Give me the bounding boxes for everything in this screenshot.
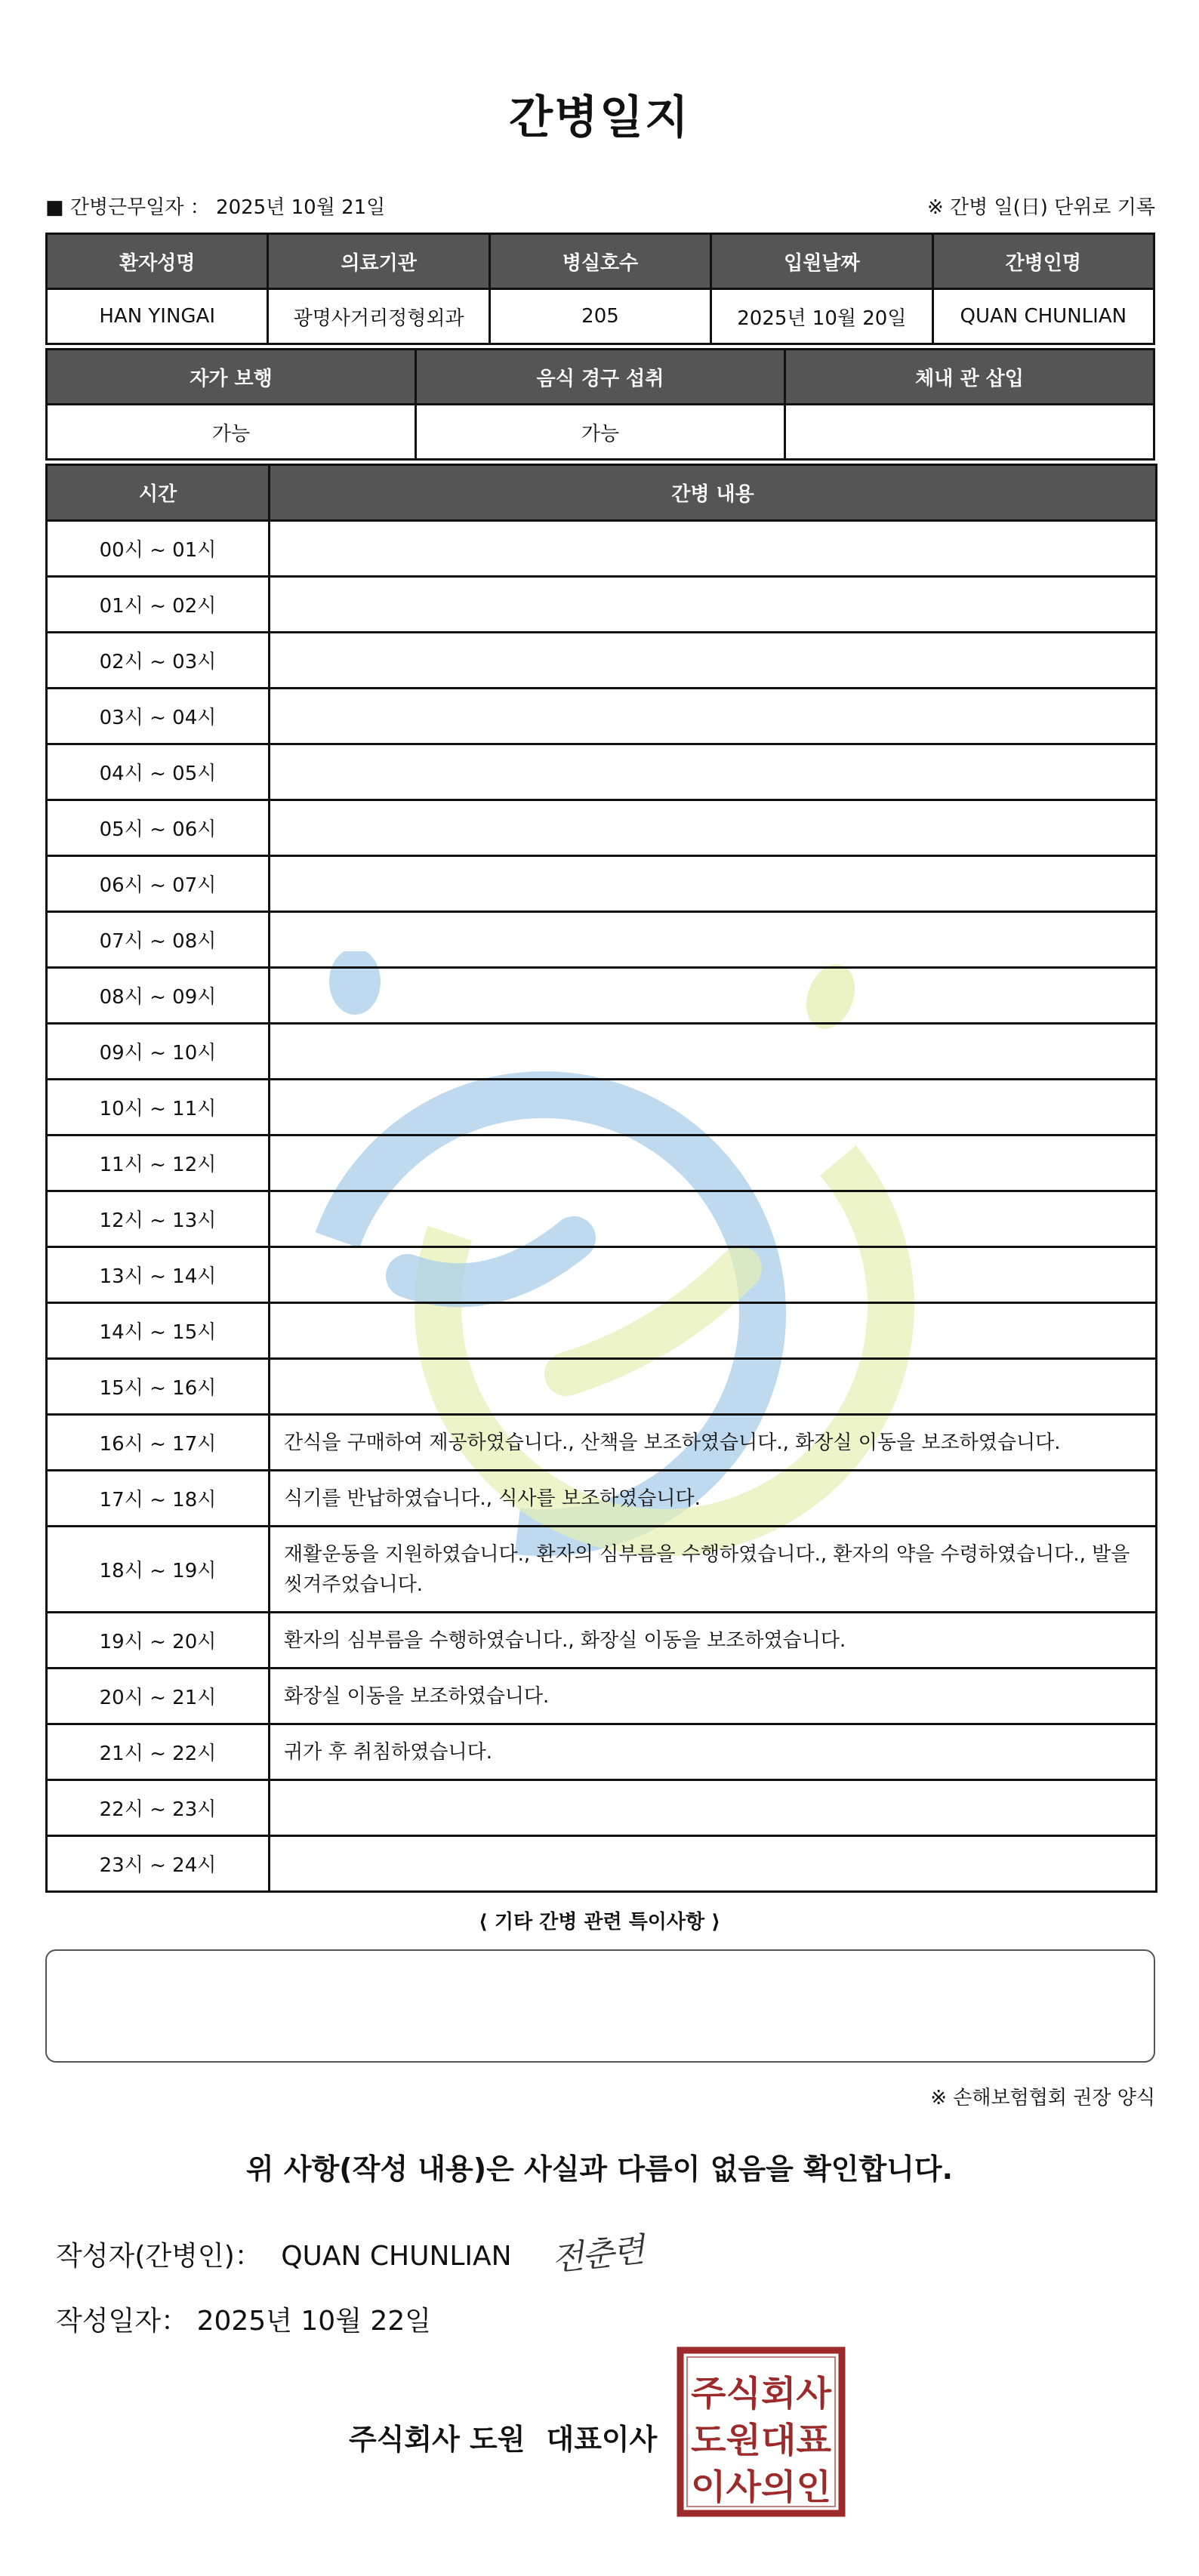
content-cell: 환자의 심부름을 수행하였습니다., 화장실 이동을 보조하였습니다. [270, 1613, 1157, 1669]
company-seal-stamp [677, 2346, 846, 2517]
time-cell: 04시 ~ 05시 [47, 744, 270, 800]
time-cell: 16시 ~ 17시 [47, 1415, 270, 1471]
table-row [47, 744, 1157, 800]
patient-name: HAN YINGAI [47, 289, 268, 344]
table-row [47, 1080, 1157, 1135]
table-row [47, 633, 1157, 689]
time-cell: 21시 ~ 22시 [47, 1724, 270, 1780]
content-cell [270, 968, 1157, 1024]
table-row [47, 1669, 1157, 1724]
confirmation-text: 위 사항(작성 내용)은 사실과 다름이 없음을 확인합니다. [245, 2152, 954, 2186]
written-date-label: 작성일자： [56, 2306, 189, 2337]
time-cell: 10시 ~ 11시 [47, 1080, 270, 1135]
header-time: 시간 [47, 465, 270, 521]
unit-note: ※ 간병 일(日) 단위로 기록 [926, 196, 1155, 219]
time-cell: 08시 ~ 09시 [47, 968, 270, 1024]
meta-row [45, 189, 1155, 222]
notes-title: ⟨ 기타 간병 관련 특이사항 ⟩ [478, 1911, 721, 1934]
writer-name: QUAN CHUNLIAN [281, 2241, 512, 2272]
content-cell [270, 1247, 1157, 1303]
time-cell: 05시 ~ 06시 [47, 800, 270, 856]
admission-date: 2025년 10월 20일 [711, 289, 932, 344]
oral-intake-value: 가능 [416, 405, 785, 460]
header-walking: 자가 보행 [47, 350, 416, 405]
hospital-name: 광명사거리정형외과 [268, 289, 489, 344]
header-tube: 체내 관 삽입 [785, 350, 1154, 405]
patient-info-table [45, 233, 1155, 345]
written-date-value: 2025년 10월 22일 [196, 2306, 432, 2337]
table-row [47, 1527, 1157, 1613]
content-cell [270, 1024, 1157, 1080]
header-oral-intake: 음식 경구 섭취 [416, 350, 785, 405]
content-cell [270, 1135, 1157, 1191]
time-cell: 09시 ~ 10시 [47, 1024, 270, 1080]
work-date: ■ 간병근무일자 ： 2025년 10월 21일 [45, 196, 386, 219]
header-caregiver: 간병인명 [932, 234, 1154, 289]
content-cell [270, 1080, 1157, 1135]
time-cell: 22시 ~ 23시 [47, 1780, 270, 1836]
content-cell: 화장실 이동을 보조하였습니다. [270, 1669, 1157, 1724]
content-cell [270, 1836, 1157, 1892]
content-cell [270, 689, 1157, 744]
handwritten-signature: 전춘련 [550, 2230, 646, 2279]
svg-text:도원대표: 도원대표 [691, 2420, 832, 2460]
time-cell: 12시 ~ 13시 [47, 1191, 270, 1247]
header-patient-name: 환자성명 [47, 234, 268, 289]
table-row [47, 1024, 1157, 1080]
table-row [47, 689, 1157, 744]
time-cell: 11시 ~ 12시 [47, 1135, 270, 1191]
company-line [349, 2416, 657, 2457]
table-row [47, 1836, 1157, 1892]
content-cell [270, 1359, 1157, 1415]
time-cell: 13시 ~ 14시 [47, 1247, 270, 1303]
time-cell: 15시 ~ 16시 [47, 1359, 270, 1415]
table-row [47, 1135, 1157, 1191]
time-cell: 00시 ~ 01시 [47, 521, 270, 577]
svg-text:주식회사: 주식회사 [691, 2373, 832, 2414]
content-cell: 식기를 반납하였습니다., 식사를 보조하였습니다. [270, 1471, 1157, 1527]
table-row [47, 1724, 1157, 1780]
table-row [47, 912, 1157, 968]
table-row [47, 1613, 1157, 1669]
time-cell: 17시 ~ 18시 [47, 1471, 270, 1527]
recommend-note: ※ 손해보험협회 권장 양식 [930, 2087, 1155, 2109]
time-cell: 07시 ~ 08시 [47, 912, 270, 968]
time-cell: 19시 ~ 20시 [47, 1613, 270, 1669]
patient-status-table [45, 348, 1155, 461]
care-log-table [45, 464, 1157, 1893]
header-hospital: 의료기관 [268, 234, 489, 289]
table-row [47, 1415, 1157, 1471]
content-cell: 재활운동을 지원하였습니다., 환자의 심부름을 수행하였습니다., 환자의 약을 수령하였습니다., 발을 씻겨주었습니다. [270, 1527, 1157, 1613]
header-room: 병실호수 [489, 234, 710, 289]
time-cell: 06시 ~ 07시 [47, 856, 270, 912]
content-cell [270, 1303, 1157, 1359]
notes-box [45, 1949, 1155, 2063]
time-cell: 02시 ~ 03시 [47, 633, 270, 689]
header-care-content: 간병 내용 [270, 465, 1157, 521]
company-title: 대표이사 [546, 2423, 658, 2456]
time-cell: 03시 ~ 04시 [47, 689, 270, 744]
room-number: 205 [489, 289, 710, 344]
content-cell [270, 800, 1157, 856]
table-row [47, 800, 1157, 856]
table-row [47, 1780, 1157, 1836]
content-cell [270, 521, 1157, 577]
table-row [47, 1303, 1157, 1359]
writer-line [56, 2235, 522, 2273]
content-cell: 귀가 후 취침하였습니다. [270, 1724, 1157, 1780]
caregiver-name: QUAN CHUNLIAN [932, 289, 1154, 344]
time-cell: 01시 ~ 02시 [47, 577, 270, 633]
writer-label: 작성자(간병인)： [56, 2241, 262, 2272]
content-cell [270, 633, 1157, 689]
table-row [47, 968, 1157, 1024]
table-row [47, 577, 1157, 633]
content-cell [270, 577, 1157, 633]
walking-value: 가능 [47, 405, 416, 460]
page-title: 간병일지 [509, 91, 690, 144]
table-row [47, 1191, 1157, 1247]
header-admission-date: 입원날짜 [711, 234, 932, 289]
time-cell: 18시 ~ 19시 [47, 1527, 270, 1613]
content-cell [270, 1780, 1157, 1836]
content-cell [270, 856, 1157, 912]
svg-text:이사의인: 이사의인 [691, 2467, 831, 2507]
content-cell [270, 744, 1157, 800]
content-cell: 간식을 구매하여 제공하였습니다., 산책을 보조하였습니다., 화장실 이동을 보조하였습니다. [270, 1415, 1157, 1471]
content-cell [270, 1191, 1157, 1247]
written-date-line [56, 2300, 431, 2338]
table-row [47, 1247, 1157, 1303]
content-cell [270, 912, 1157, 968]
table-row [47, 521, 1157, 577]
time-cell: 20시 ~ 21시 [47, 1669, 270, 1724]
table-row [47, 1471, 1157, 1527]
company-name: 주식회사 도원 [349, 2423, 526, 2456]
time-cell: 23시 ~ 24시 [47, 1836, 270, 1892]
time-cell: 14시 ~ 15시 [47, 1303, 270, 1359]
table-row [47, 1359, 1157, 1415]
table-row [47, 856, 1157, 912]
tube-value [785, 405, 1154, 460]
